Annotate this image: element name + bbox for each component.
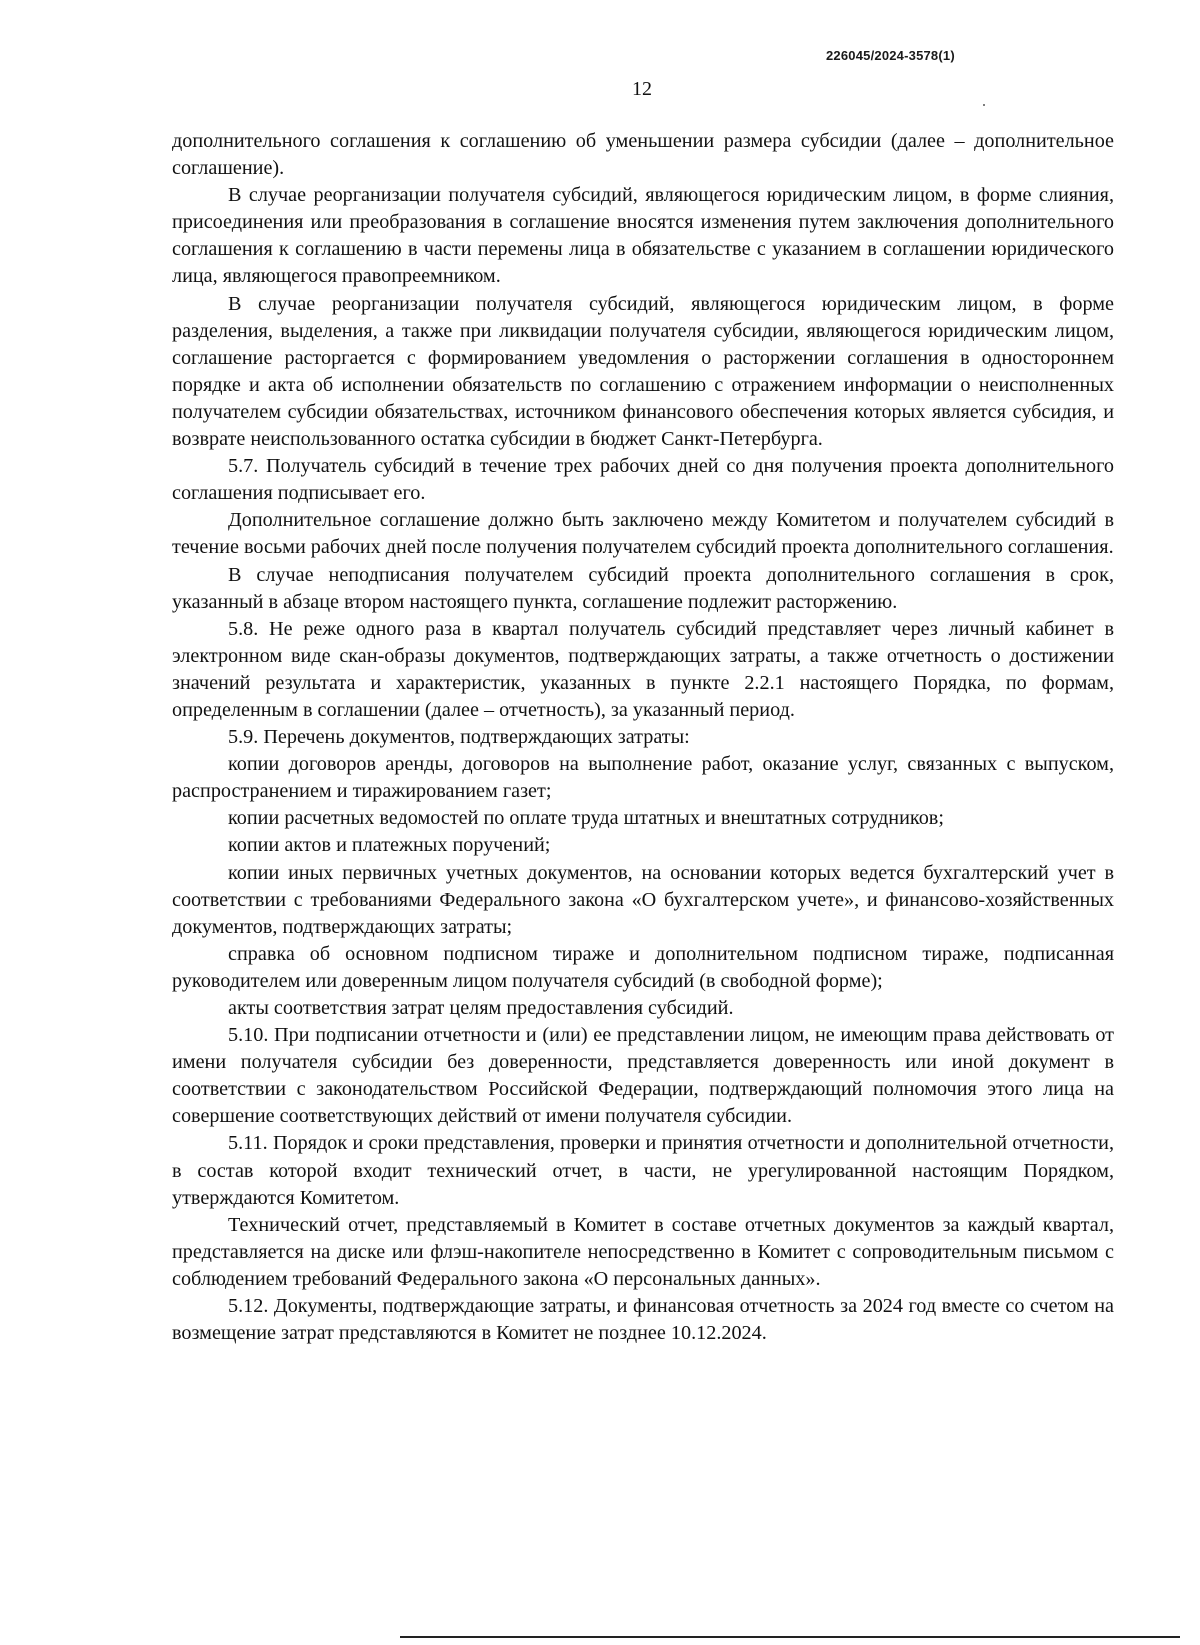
paragraph-5-11: 5.11. Порядок и сроки представления, проверки и принятия отчетности и дополнительной отчетности, в состав которой входит технический отчет, в части, не урегулированной настоящим Порядком, утверждаются Комитетом. — [172, 1132, 1114, 1209]
bottom-scan-edge-line — [400, 1636, 1180, 1638]
list-item-payroll: копии расчетных ведомостей по оплате труда штатных и внештатных сотрудников; — [228, 807, 944, 830]
paragraph-5-12: 5.12. Документы, подтверждающие затраты, и финансовая отчетность за 2024 год вместе со счетом на возмещение затрат представляются в Комитет не позднее 10.12.2024. — [172, 1295, 1114, 1345]
document-registration-number: 226045/2024-3578(1) — [826, 48, 955, 63]
page-number: 12 — [632, 78, 652, 100]
paragraph-technical-report: Технический отчет, представляемый в Комитет в составе отчетных документов за каждый квартал, представляется на диске или флэш-накопителе непосредственно в Комитет с сопроводительным письмом с соблюдением требований Федерального закона «О персональных данных». — [172, 1213, 1114, 1290]
paragraph-non-signing: В случае неподписания получателем субсидий проекта дополнительного соглашения в срок, указанный в абзаце втором настоящего пункта, соглашение подлежит расторжению. — [172, 563, 1114, 613]
paragraph-5-9: 5.9. Перечень документов, подтверждающих затраты: — [228, 726, 690, 749]
paragraph-reorganization-merger: В случае реорганизации получателя субсидий, являющегося юридическим лицом, в форме слияния, присоединения или преобразования в соглашение вносятся изменения путем заключения дополнительного соглашения к соглашению в части перемены лица в обязательстве с указанием в соглашении юридического лица, являющегося правопреемником. — [172, 184, 1114, 288]
document-body — [172, 128, 1114, 1347]
paragraph-continuation: дополнительного соглашения к соглашению об уменьшении размера субсидии (далее – дополнительное соглашение). — [172, 130, 1114, 180]
list-item-lease-contracts: копии договоров аренды, договоров на выполнение работ, оказание услуг, связанных с выпуском, распространением и тиражированием газет; — [172, 753, 1114, 803]
list-item-circulation-certificate: справка об основном подписном тираже и дополнительном подписном тираже, подписанная руководителем или доверенным лицом получателя субсидий (в свободной форме); — [172, 942, 1114, 992]
list-item-compliance-acts: акты соответствия затрат целям предоставления субсидий. — [228, 997, 734, 1019]
paragraph-additional-agreement-term: Дополнительное соглашение должно быть заключено между Комитетом и получателем субсидий в течение восьми рабочих дней после получения получателем субсидий проекта дополнительного соглашения. — [172, 509, 1114, 559]
list-item-primary-documents: копии иных первичных учетных документов, на основании которых ведется бухгалтерский учет в соответствии с требованиями Федерального закона «О бухгалтерском учете», и финансово-хозяйственных документов, подтверждающих затраты; — [172, 861, 1114, 938]
paragraph-5-10: 5.10. При подписании отчетности и (или) ее представлении лицом, не имеющим права действовать от имени получателя субсидии без доверенности, представляется доверенность или иной документ в соответствии с законодательством Российской Федерации, подтверждающий полномочия этого лица на совершение соответствующих действий от имени получателя субсидии. — [172, 1024, 1114, 1128]
scan-speck — [983, 104, 985, 106]
paragraph-5-8: 5.8. Не реже одного раза в квартал получатель субсидий представляет через личный кабинет в электронном виде скан-образы документов, подтверждающих затраты, а также отчетность о достижении значений результата и характеристик, указанных в пункте 2.2.1 настоящего Порядка, по формам, определенным в соглашении (далее – отчетность), за указанный период. — [172, 617, 1114, 721]
paragraph-reorganization-division: В случае реорганизации получателя субсидий, являющегося юридическим лицом, в форме разделения, выделения, а также при ликвидации получателя субсидии, являющегося юридическим лицом, соглашение расторгается с формированием уведомления о расторжении соглашения в одностороннем порядке и акта об исполнении обязательств по соглашению с отражением информации о неисполненных получателем субсидии обязательствах, источником финансового обеспечения которых является субсидия, и возврате неиспользованного остатка субсидии в бюджет Санкт-Петербурга. — [172, 292, 1114, 451]
list-item-acts-payments: копии актов и платежных поручений; — [228, 834, 551, 857]
paragraph-5-7: 5.7. Получатель субсидий в течение трех рабочих дней со дня получения проекта дополнительного соглашения подписывает его. — [172, 455, 1114, 505]
